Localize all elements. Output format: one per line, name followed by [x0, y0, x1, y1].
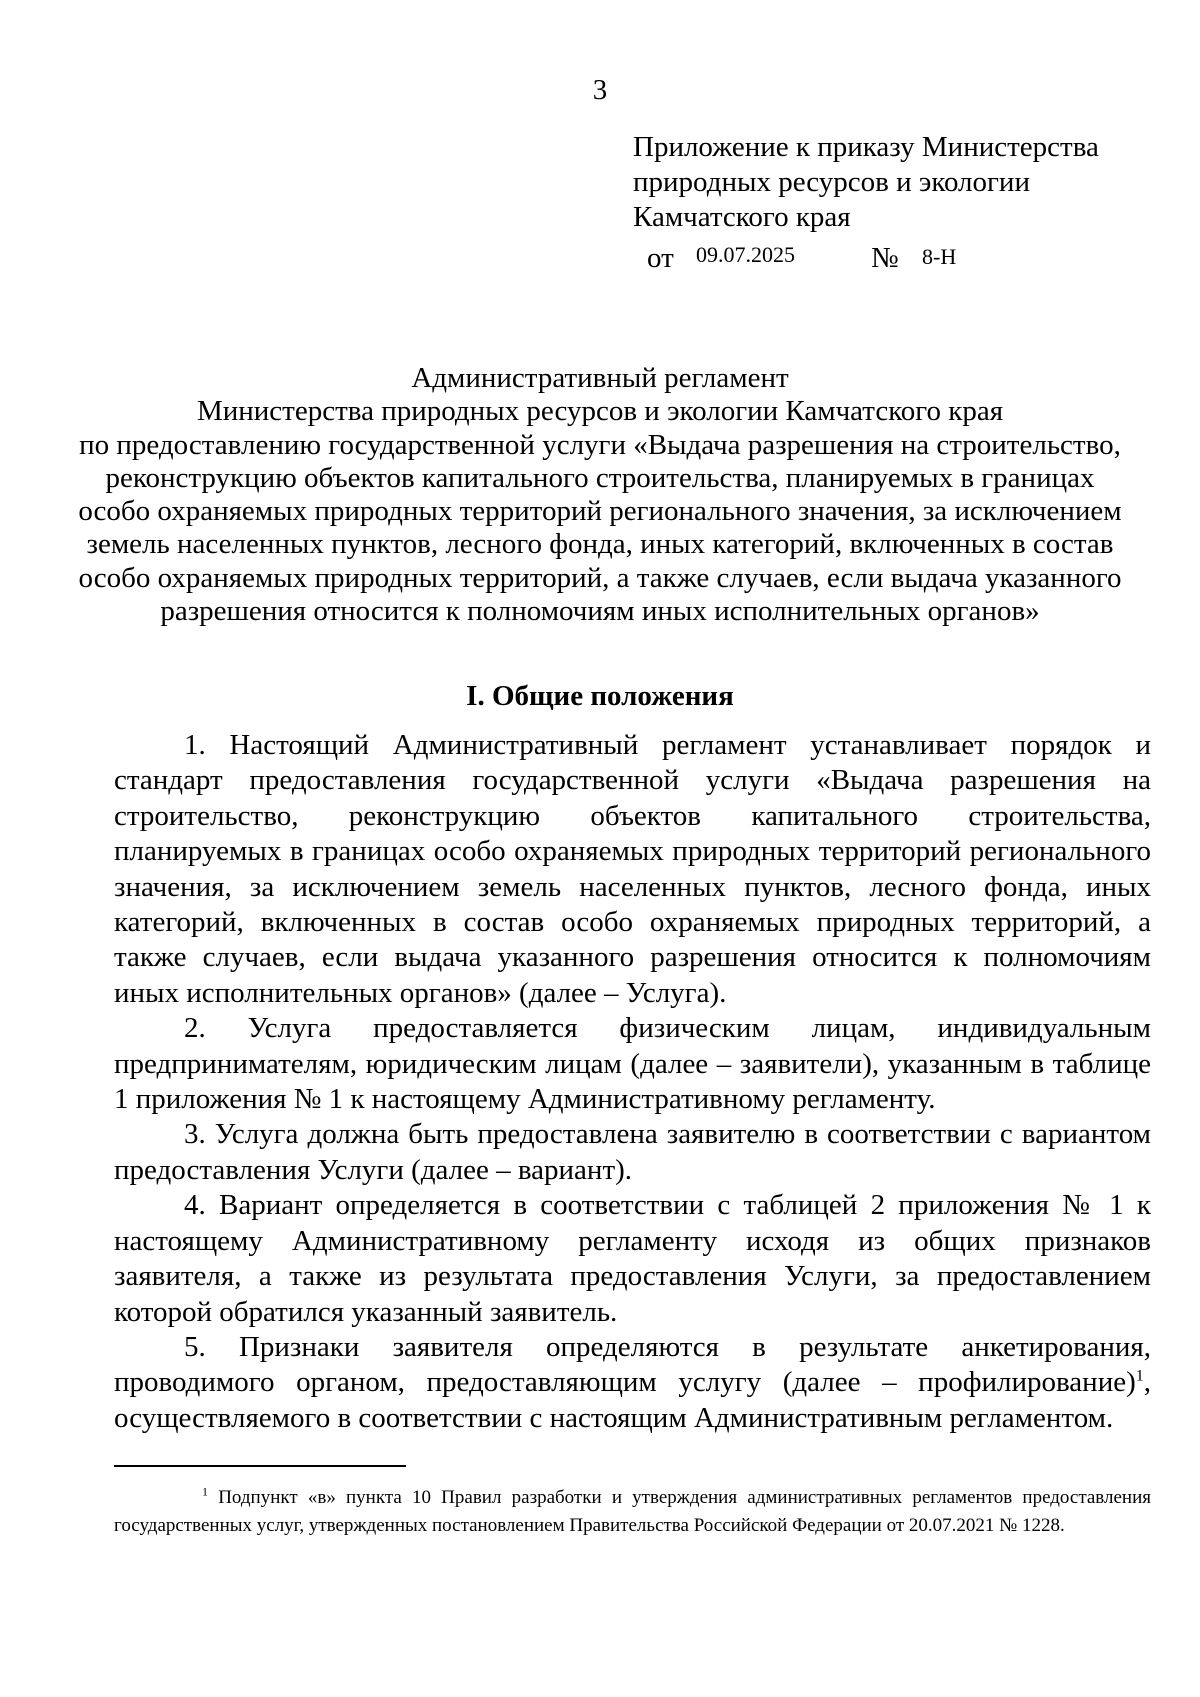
order-date: 09.07.2025	[696, 242, 795, 267]
title-line: Административный регламент	[411, 362, 789, 394]
paragraph-1: 1. Настоящий Административный регламент устанавливает порядок и стандарт предоставления государственной услуги «Выдача разрешения на строительство, реконструкцию объектов капитального строительства, планируемых в границах особо охраняемых природных территорий регионального значения, за исключением земель населенных пунктов, лесного фонда, иных категорий, включенных в состав особо охраняемых природных территорий, а также случаев, если выдача указанного разрешения относится к полномочиям иных исполнительных органов» (далее – Услуга).	[114, 729, 1151, 1009]
page-number: 3	[592, 74, 608, 106]
paragraph-5	[114, 1330, 1151, 1436]
appendix-line: Приложение к приказу Министерства	[633, 131, 1099, 163]
appendix-block	[633, 130, 1153, 274]
paragraph-4: 4. Вариант определяется в соответствии с таблицей 2 приложения № 1 к настоящему Административному регламенту исходя из общих признаков заявителя, а также из результата предоставления Услуги, за предоставлением которой обратился указанный заявитель.	[114, 1189, 1151, 1328]
footnote-separator	[114, 1465, 406, 1467]
order-number-sign: №	[871, 242, 899, 274]
section-body	[114, 728, 1151, 1436]
title-line: особо охраняемых природных территорий регионального значения, за исключением	[78, 495, 1122, 528]
title-line: земель населенных пунктов, лесного фонда, иных категорий, включенных в состав	[86, 528, 1114, 561]
paragraph-2: 2. Услуга предоставляется физическим лицам, индивидуальным предпринимателям, юридическим лицам (далее – заявители), указанным в таблице 1 приложения № 1 к настоящему Административному регламенту.	[114, 1012, 1151, 1116]
order-details	[633, 235, 1153, 274]
title-line: реконструкцию объектов капитального строительства, планируемых в границах	[105, 461, 1095, 494]
footnote-text: Подпункт «в» пункта 10 Правил разработки и утверждения административных регламентов предоставления государственных услуг, утвержденных постановлением Правительства Российской Федерации от 20.07.2021 № 1228.	[114, 1487, 1151, 1536]
title-line: разрешения относится к полномочиям иных исполнительных органов»	[160, 595, 1040, 628]
paragraph-3: 3. Услуга должна быть предоставлена заявителю в соответствии с вариантом предоставления Услуги (далее – вариант).	[114, 1118, 1151, 1186]
footnote	[114, 1484, 1151, 1540]
title-line: особо охраняемых природных территорий, а также случаев, если выдача указанного	[78, 561, 1122, 594]
paragraph-5-text-end: , осуществляемого в соответствии с настоящим Административным регламентом.	[114, 1366, 1151, 1434]
title-line: по предоставлению государственной услуги «Выдача разрешения на строительство,	[79, 428, 1121, 461]
order-from-label: от	[647, 242, 674, 274]
section-heading: I. Общие положения	[466, 680, 734, 712]
title-line: Министерства природных ресурсов и экологии Камчатского края	[196, 395, 1004, 428]
order-number: 8-Н	[922, 244, 957, 269]
paragraph-5-text: 5. Признаки заявителя определяются в результате анкетирования, проводимого органом, предоставляющим услугу (далее – профилирование)	[114, 1330, 1151, 1399]
appendix-line: природных ресурсов и экологии	[633, 166, 1030, 198]
footnote-reference[interactable]: 1	[1135, 1367, 1144, 1385]
footnote-marker: 1	[202, 1484, 208, 1499]
appendix-line: Камчатского края	[633, 201, 851, 233]
document-title	[60, 362, 1140, 628]
